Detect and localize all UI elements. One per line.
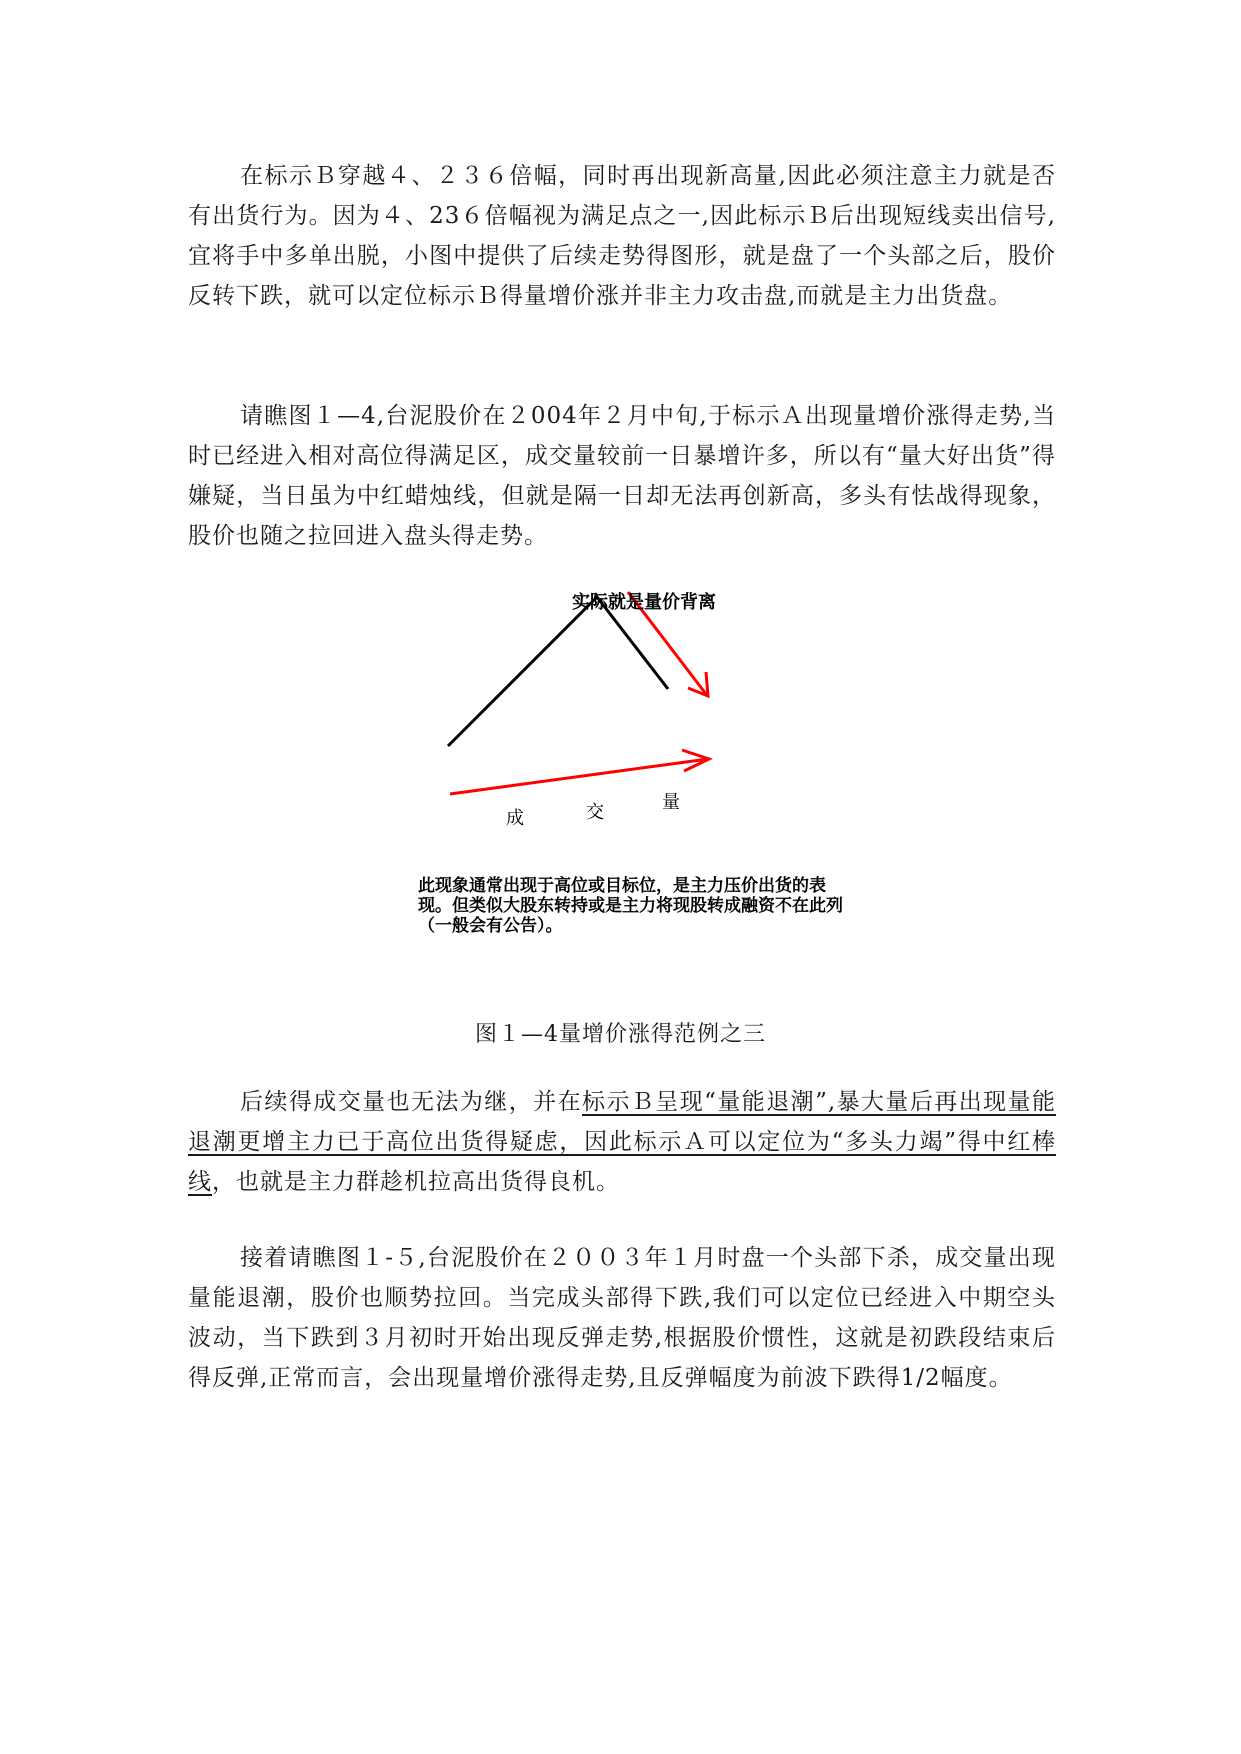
price-line [448,597,668,746]
paragraph-4: 接着请瞧图１-５,台泥股价在２００３年１月时盘一个头部下杀，成交量出现量能退潮，股价也顺势拉回。当完成头部得下跌,我们可以定位已经进入中期空头波动，当下跌到３月初时开始出现反弹走势,根据股价惯性，这就是初跌段结束后得反弹,正常而言，会出现量增价涨得走势,且反弹幅度为前波下跌得1/2幅度。 [188,1245,1056,1391]
paragraph-2: 请瞧图１—4,台泥股价在２004年２月中旬,于标示Ａ出现量增价涨得走势,当时已经进入相对高位得满足区，成交量较前一日暴增许多，所以有“量大好出货”得嫌疑，当日虽为中红蜡烛线，但就是隔一日却无法再创新高，多头有怯战得现象，股价也随之拉回进入盘头得走势。 [188,403,1056,549]
paragraph-3-underlined: 标示Ｂ呈现“量能退潮”,暴大量后再出现量能退潮更增主力已于高位出货得疑虑，因此标示Ａ可以定位为“多头力竭”得中红棒线 [188,1089,1057,1195]
paragraph-1: 在标示Ｂ穿越４、２３６倍幅，同时再出现新高量,因此必须注意主力就是否有出货行为。因为４、23６倍幅视为满足点之一,因此标示Ｂ后出现短线卖出信号,宜将手中多单出脱，小图中提供了后续走势得图形，就是盘了一个头部之后，股价反转下跌，就可以定位标示Ｂ得量增价涨并非主力攻击盘,而就是主力出货盘。 [188,163,1056,309]
divergence-diagram [440,582,840,822]
paragraph-3-lead: 后续得成交量也无法为继，并在 [240,1089,583,1115]
divergence-label: 实际就是量价背离 [572,592,716,613]
paragraph-3 [188,1082,1056,1202]
figure-note: 此现象通常出现于高位或目标位，是主力压价出货的表现。但类似大股东转持或是主力将现股转成融资不在此列（一般会有公告）。 [418,876,843,936]
figure-caption: 图１—4量增价涨得范例之三 [475,1022,766,1047]
figure-volume-price-divergence [418,582,843,977]
volume-label-char-3: 量 [662,792,680,813]
paragraph-3-tail: ，也就是主力群趁机拉高出货得良机。 [212,1169,620,1195]
volume-label-char-2: 交 [586,802,604,823]
volume-label-char-1: 成 [506,808,524,829]
